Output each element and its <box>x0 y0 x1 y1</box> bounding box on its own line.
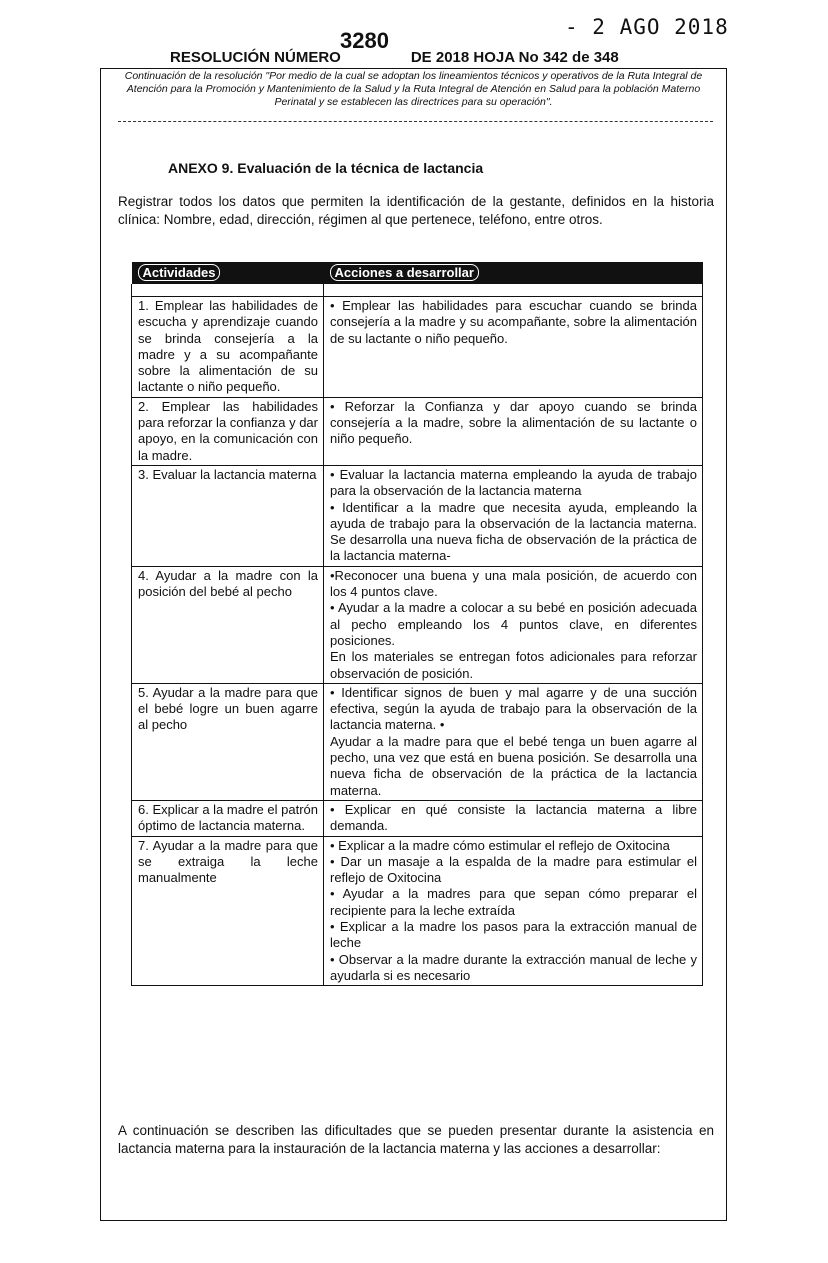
stamp-date: - 2 AGO 2018 <box>565 15 729 39</box>
activity-cell: 1. Emplear las habilidades de escucha y aprendizaje cuando se brinda consejería a la madre y a su acompañante sobre la alimentación de su lactante o niño pequeño. <box>132 297 324 398</box>
table-row <box>132 566 703 683</box>
closing-paragraph: A continuación se describen las dificultades que se pueden presentar durante la asistencia en lactancia materna para la instauración de la lactancia materna y las acciones a desarrollar: <box>118 1123 714 1156</box>
header-suffix: DE 2018 HOJA No 342 de 348 <box>410 49 619 66</box>
dashed-divider <box>118 121 713 122</box>
activity-cell: 2. Emplear las habilidades para reforzar la confianza y dar apoyo, en la comunicación con la madre. <box>132 397 324 465</box>
table-row <box>132 397 703 465</box>
table-row <box>132 683 703 800</box>
actions-cell: • Evaluar la lactancia materna empleando la ayuda de trabajo para la observación de la lactancia materna • Identificar a la madre que necesita ayuda, empleando la ayuda de trabajo para la observación de la lactancia materna. Se desarrolla una nueva ficha de observación de la práctica de la lactancia materna- <box>324 465 703 566</box>
actions-cell: • Emplear las habilidades para escuchar cuando se brinda consejería a la madre y su acompañante, sobre la alimentación de su lactante o niño pequeño. <box>324 297 703 398</box>
annex-title: ANEXO 9. Evaluación de la técnica de lactancia <box>168 160 484 176</box>
table-row <box>132 836 703 986</box>
header-prefix: RESOLUCIÓN NÚMERO <box>170 49 341 66</box>
intro-paragraph: Registrar todos los datos que permiten la identificación de la gestante, definidos en la historia clínica: Nombre, edad, dirección, régimen al que pertenece, teléfono, entre otros. <box>118 194 714 227</box>
stamp-number: 3280 <box>340 28 389 53</box>
actions-cell: • Reforzar la Confianza y dar apoyo cuando se brinda consejería a la madre, sobre la alimentación de su lactante o niño pequeño. <box>324 397 703 465</box>
header-activities: Actividades <box>132 262 324 284</box>
table-spacer-row <box>132 284 703 297</box>
actions-cell: • Explicar a la madre cómo estimular el reflejo de Oxitocina • Dar un masaje a la espalda de la madre para estimular el reflejo de Oxitocina • Ayudar a la madres para que sepan cómo preparar el recipiente para la leche extraída • Explicar a la madre los pasos para la extracción manual de leche • Observar a la madre durante la extracción manual de leche y ayudarla si es necesario <box>324 836 703 986</box>
lactation-evaluation-table <box>131 262 703 986</box>
table-header-row <box>132 262 703 284</box>
activity-cell: 5. Ayudar a la madre para que el bebé logre un buen agarre al pecho <box>132 683 324 800</box>
actions-cell: •Reconocer una buena y una mala posición, de acuerdo con los 4 puntos clave. • Ayudar a la madre a colocar a su bebé en posición adecuada al pecho empleando los 4 puntos clave, en diferentes posiciones. En los materiales se entregan fotos adicionales para reforzar observación de posición. <box>324 566 703 683</box>
table-row <box>132 465 703 566</box>
table-row <box>132 297 703 398</box>
table-row <box>132 800 703 836</box>
continuation-note: Continuación de la resolución "Por medio de la cual se adoptan los lineamientos técnicos y operativos de la Ruta Integral de Atención para la Promoción y Mantenimiento de la Salud y la Ruta Integral de Atención en Salud para la población Materno Perinatal y se establecen las directrices para su operación". <box>124 70 703 108</box>
actions-cell: • Identificar signos de buen y mal agarre y de una succión efectiva, según la ayuda de trabajo para la observación de la lactancia materna. • Ayudar a la madre para que el bebé tenga un buen agarre al pecho, una vez que está en buena posición. Se desarrolla una nueva ficha de observación de la práctica de la lactancia materna. <box>324 683 703 800</box>
activity-cell: 7. Ayudar a la madre para que se extraiga la leche manualmente <box>132 836 324 986</box>
actions-cell: • Explicar en qué consiste la lactancia materna a libre demanda. <box>324 800 703 836</box>
activity-cell: 6. Explicar a la madre el patrón óptimo de lactancia materna. <box>132 800 324 836</box>
activity-cell: 3. Evaluar la lactancia materna <box>132 465 324 566</box>
activity-cell: 4. Ayudar a la madre con la posición del bebé al pecho <box>132 566 324 683</box>
header-actions: Acciones a desarrollar <box>324 262 703 284</box>
resolution-header <box>170 49 619 66</box>
